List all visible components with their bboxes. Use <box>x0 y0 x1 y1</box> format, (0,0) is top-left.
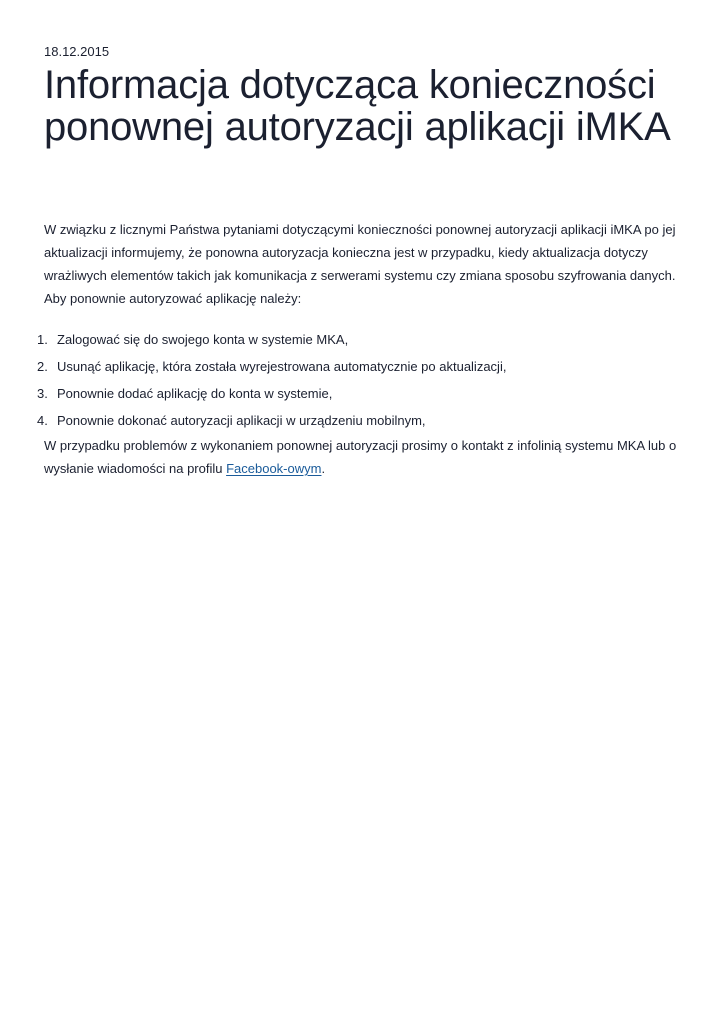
step-number: 3. <box>37 386 48 401</box>
outro-end: . <box>321 461 326 476</box>
facebook-profile-link[interactable]: Facebook-owym <box>226 461 322 476</box>
list-item <box>37 329 684 356</box>
step-text: Usunąć aplikację, która została wyrejestrowana automatycznie po aktualizacji, <box>57 359 507 374</box>
step-text: Ponownie dodać aplikację do konta w systemie, <box>57 386 333 401</box>
step-number: 4. <box>37 413 48 428</box>
step-text: Zalogować się do swojego konta w systemie MKA, <box>57 332 349 347</box>
list-item <box>37 383 684 410</box>
step-number: 1. <box>37 332 48 347</box>
steps-list <box>37 329 684 437</box>
article-date: 18.12.2015 <box>44 44 110 59</box>
article-intro: W związku z licznymi Państwa pytaniami dotyczącymi konieczności ponownej autoryzacji aplikacji iMKA po jej aktualizacji informujemy, że ponowna autoryzacja konieczna jest w przypadku, kiedy aktualizacja dotyczy wrażliwych elementów takich jak komunikacja z serwerami systemu czy zmiana sposobu szyfrowania danych. Aby ponownie autoryzować aplikację należy: <box>44 222 676 306</box>
article-title: Informacja dotycząca konieczności ponownej autoryzacji aplikacji iMKA <box>44 63 671 149</box>
article-outro <box>44 434 684 480</box>
outro-text: W przypadku problemów z wykonaniem ponownej autoryzacji prosimy o kontakt z infolinią systemu MKA lub o wysłanie wiadomości na profilu <box>44 438 677 476</box>
step-text: Ponownie dokonać autoryzacji aplikacji w urządzeniu mobilnym, <box>57 413 426 428</box>
list-item <box>37 410 684 437</box>
list-item <box>37 356 684 383</box>
step-number: 2. <box>37 359 48 374</box>
